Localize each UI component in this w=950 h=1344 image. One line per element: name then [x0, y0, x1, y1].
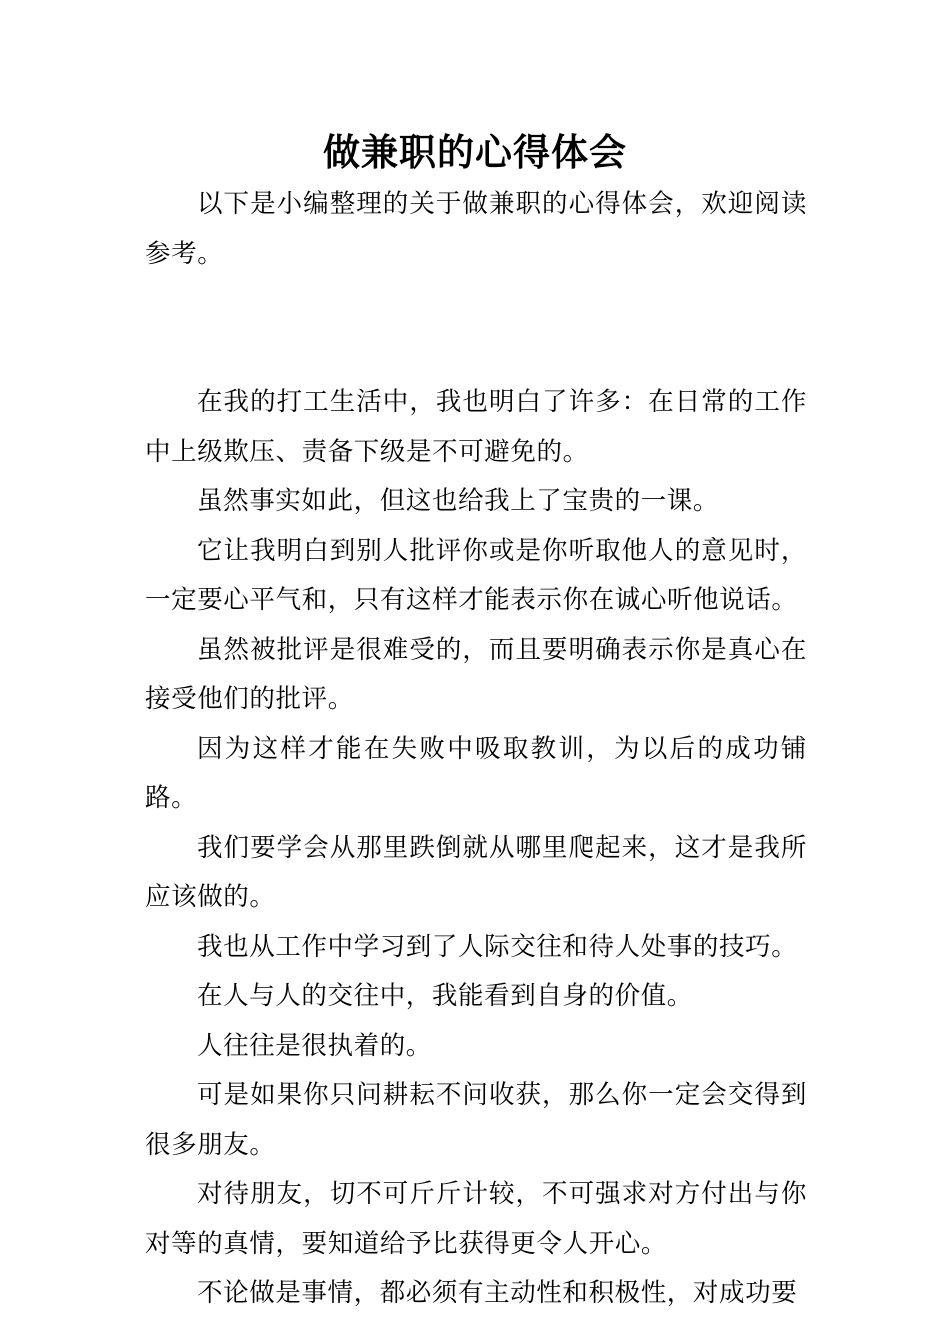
- body-paragraph: 不论做是事情，都必须有主动性和积极性，对成功要: [197, 1278, 798, 1308]
- body-paragraph: 虽然事实如此，但这也给我上了宝贵的一课。: [197, 486, 720, 516]
- body-paragraph: 因为这样才能在失败中吸取教训，为以后的成功铺路。: [145, 733, 807, 813]
- body-paragraph: 在人与人的交往中，我能看到自身的价值。: [197, 981, 693, 1011]
- intro-paragraph: 以下是小编整理的关于做兼职的心得体会，欢迎阅读参考。: [145, 189, 807, 269]
- body-paragraph: 虽然被批评是很难受的，而且要明确表示你是真心在接受他们的批评。: [145, 634, 807, 714]
- document-title: 做兼职的心得体会: [323, 130, 627, 174]
- document-body: [145, 180, 807, 1319]
- body-paragraph: 可是如果你只问耕耘不问收获，那么你一定会交得到很多朋友。: [145, 1080, 807, 1160]
- blank-gap: [145, 279, 807, 378]
- body-paragraph: 它让我明白到别人批评你或是你听取他人的意见时，一定要心平气和，只有这样才能表示你在诚心听他说话。: [145, 535, 807, 615]
- body-paragraph: 我也从工作中学习到了人际交往和待人处事的技巧。: [197, 931, 798, 962]
- body-paragraph: 在我的打工生活中，我也明白了许多：在日常的工作中上级欺压、责备下级是不可避免的。: [145, 387, 807, 467]
- body-paragraph: 人往往是很执着的。: [197, 1030, 432, 1061]
- body-paragraph: 对待朋友，切不可斤斤计较，不可强求对方付出与你对等的真情，要知道给予比获得更令人开心。: [145, 1179, 807, 1259]
- body-paragraph: 我们要学会从那里跌倒就从哪里爬起来，这才是我所应该做的。: [145, 832, 807, 912]
